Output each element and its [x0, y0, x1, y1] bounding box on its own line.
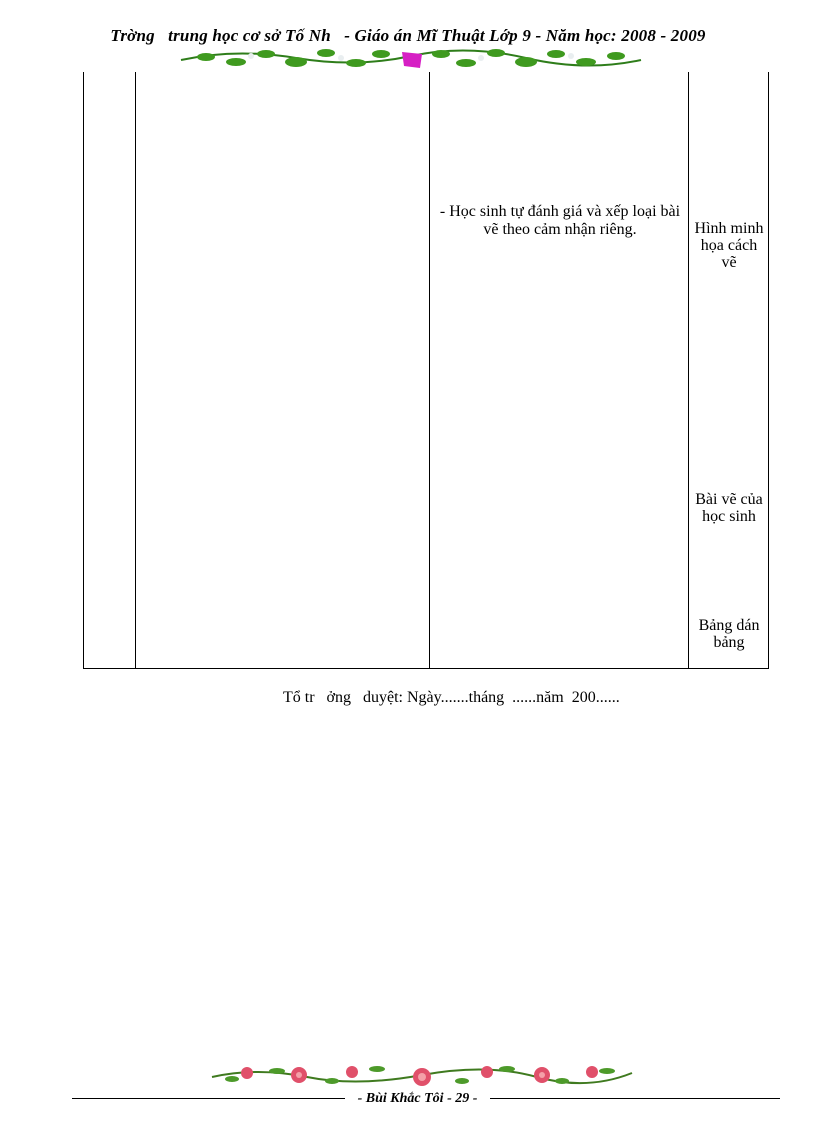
table-divider-3 — [688, 72, 689, 668]
table-divider-1 — [135, 72, 136, 668]
header-title: Trờng trung học cơ sở Tố Nh - Giáo án Mĩ Thuật Lớp 9 - Năm học: 2008 - 2009 — [110, 26, 706, 45]
student-activity-text: - Học sinh tự đánh giá và xếp loại bài vẽ theo cảm nhận riêng. — [439, 203, 681, 238]
footer-rule-left — [72, 1098, 348, 1099]
teaching-aid-illustration: Hình minh họa cách vẽ — [694, 220, 764, 271]
teaching-aid-student-work: Bài vẽ của học sinh — [695, 491, 763, 525]
lesson-table — [83, 72, 769, 669]
teaching-aid-board: Bảng dán bảng — [698, 617, 760, 651]
table-border-right — [768, 72, 769, 668]
approval-line: Tổ tr ởng duyệt: Ngày.......tháng ......năm 200...... — [283, 689, 620, 706]
footer-rule-right — [488, 1098, 780, 1099]
table-border-left — [83, 72, 84, 668]
header-vine-ornament — [176, 42, 646, 74]
footer-page-label: - Bùi Khắc Tôi - 29 - — [345, 1091, 490, 1107]
table-divider-2 — [429, 72, 430, 668]
footer-flower-ornament — [207, 1057, 637, 1091]
